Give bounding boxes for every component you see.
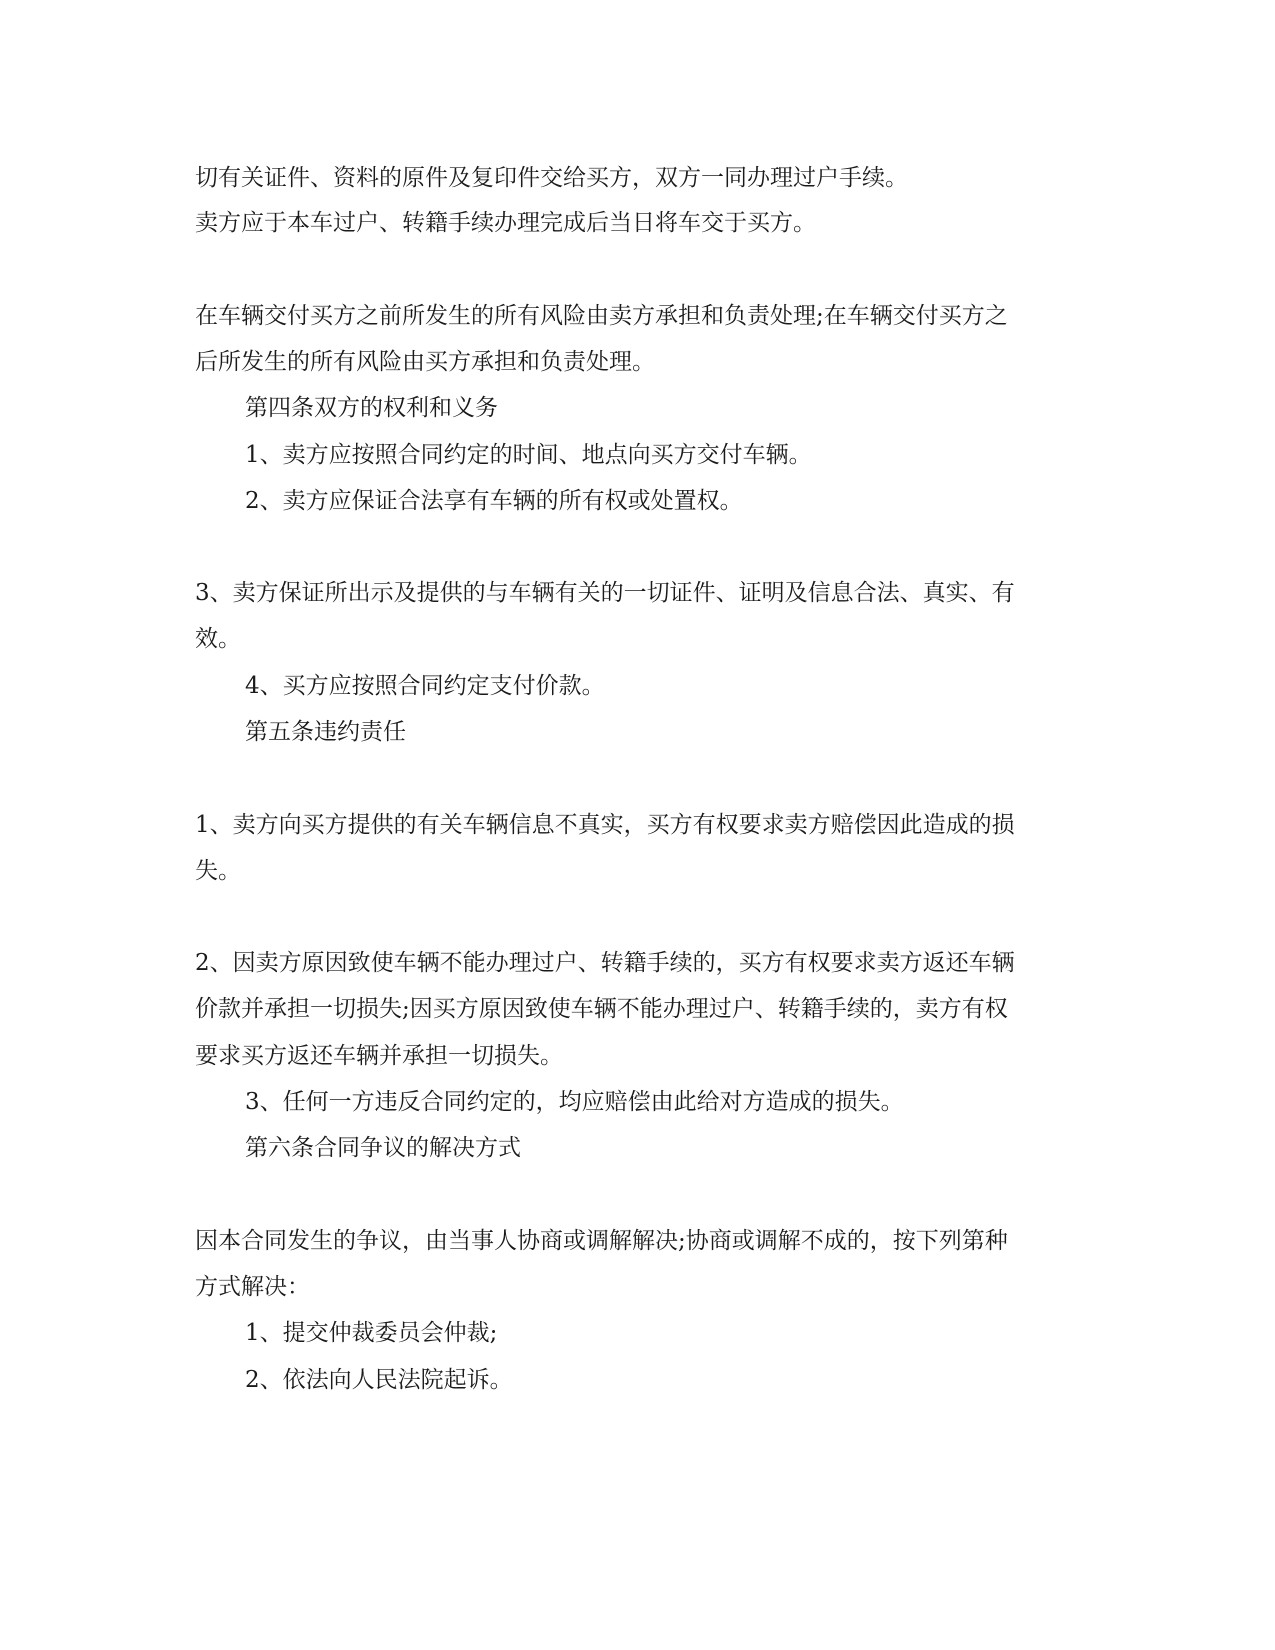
text-line: 2、卖方应保证合法享有车辆的所有权或处置权。 xyxy=(245,488,743,514)
text-line: 效。 xyxy=(195,626,241,652)
text-line: 1、卖方向买方提供的有关车辆信息不真实，买方有权要求卖方赔偿因此造成的损 xyxy=(195,812,1015,838)
text-line: 在车辆交付买方之前所发生的所有风险由卖方承担和负责处理;在车辆交付买方之 xyxy=(195,303,1008,329)
text-line: 4、买方应按照合同约定支付价款。 xyxy=(245,673,605,699)
text-line: 3、任何一方违反合同约定的，均应赔偿由此给对方造成的损失。 xyxy=(245,1089,904,1115)
section-heading: 第四条双方的权利和义务 xyxy=(245,395,498,421)
text-line: 2、因卖方原因致使车辆不能办理过户、转籍手续的，买方有权要求卖方返还车辆 xyxy=(195,950,1015,976)
text-line: 要求买方返还车辆并承担一切损失。 xyxy=(195,1043,563,1069)
text-line: 价款并承担一切损失;因买方原因致使车辆不能办理过户、转籍手续的，卖方有权 xyxy=(195,996,1008,1022)
text-line: 卖方应于本车过户、转籍手续办理完成后当日将车交于买方。 xyxy=(195,210,816,236)
text-line: 因本合同发生的争议，由当事人协商或调解解决;协商或调解不成的，按下列第种 xyxy=(195,1228,1008,1254)
text-line: 1、提交仲裁委员会仲裁; xyxy=(245,1320,498,1346)
text-line: 3、卖方保证所出示及提供的与车辆有关的一切证件、证明及信息合法、真实、有 xyxy=(195,580,1015,606)
text-line: 1、卖方应按照合同约定的时间、地点向买方交付车辆。 xyxy=(245,442,812,468)
text-line: 切有关证件、资料的原件及复印件交给买方，双方一同办理过户手续。 xyxy=(195,165,908,191)
text-line: 后所发生的所有风险由买方承担和负责处理。 xyxy=(195,349,655,375)
text-line: 方式解决： xyxy=(195,1274,310,1300)
text-line: 2、依法向人民法院起诉。 xyxy=(245,1367,513,1393)
section-heading: 第六条合同争议的解决方式 xyxy=(245,1135,521,1161)
section-heading: 第五条违约责任 xyxy=(245,719,406,745)
text-line: 失。 xyxy=(195,858,241,884)
